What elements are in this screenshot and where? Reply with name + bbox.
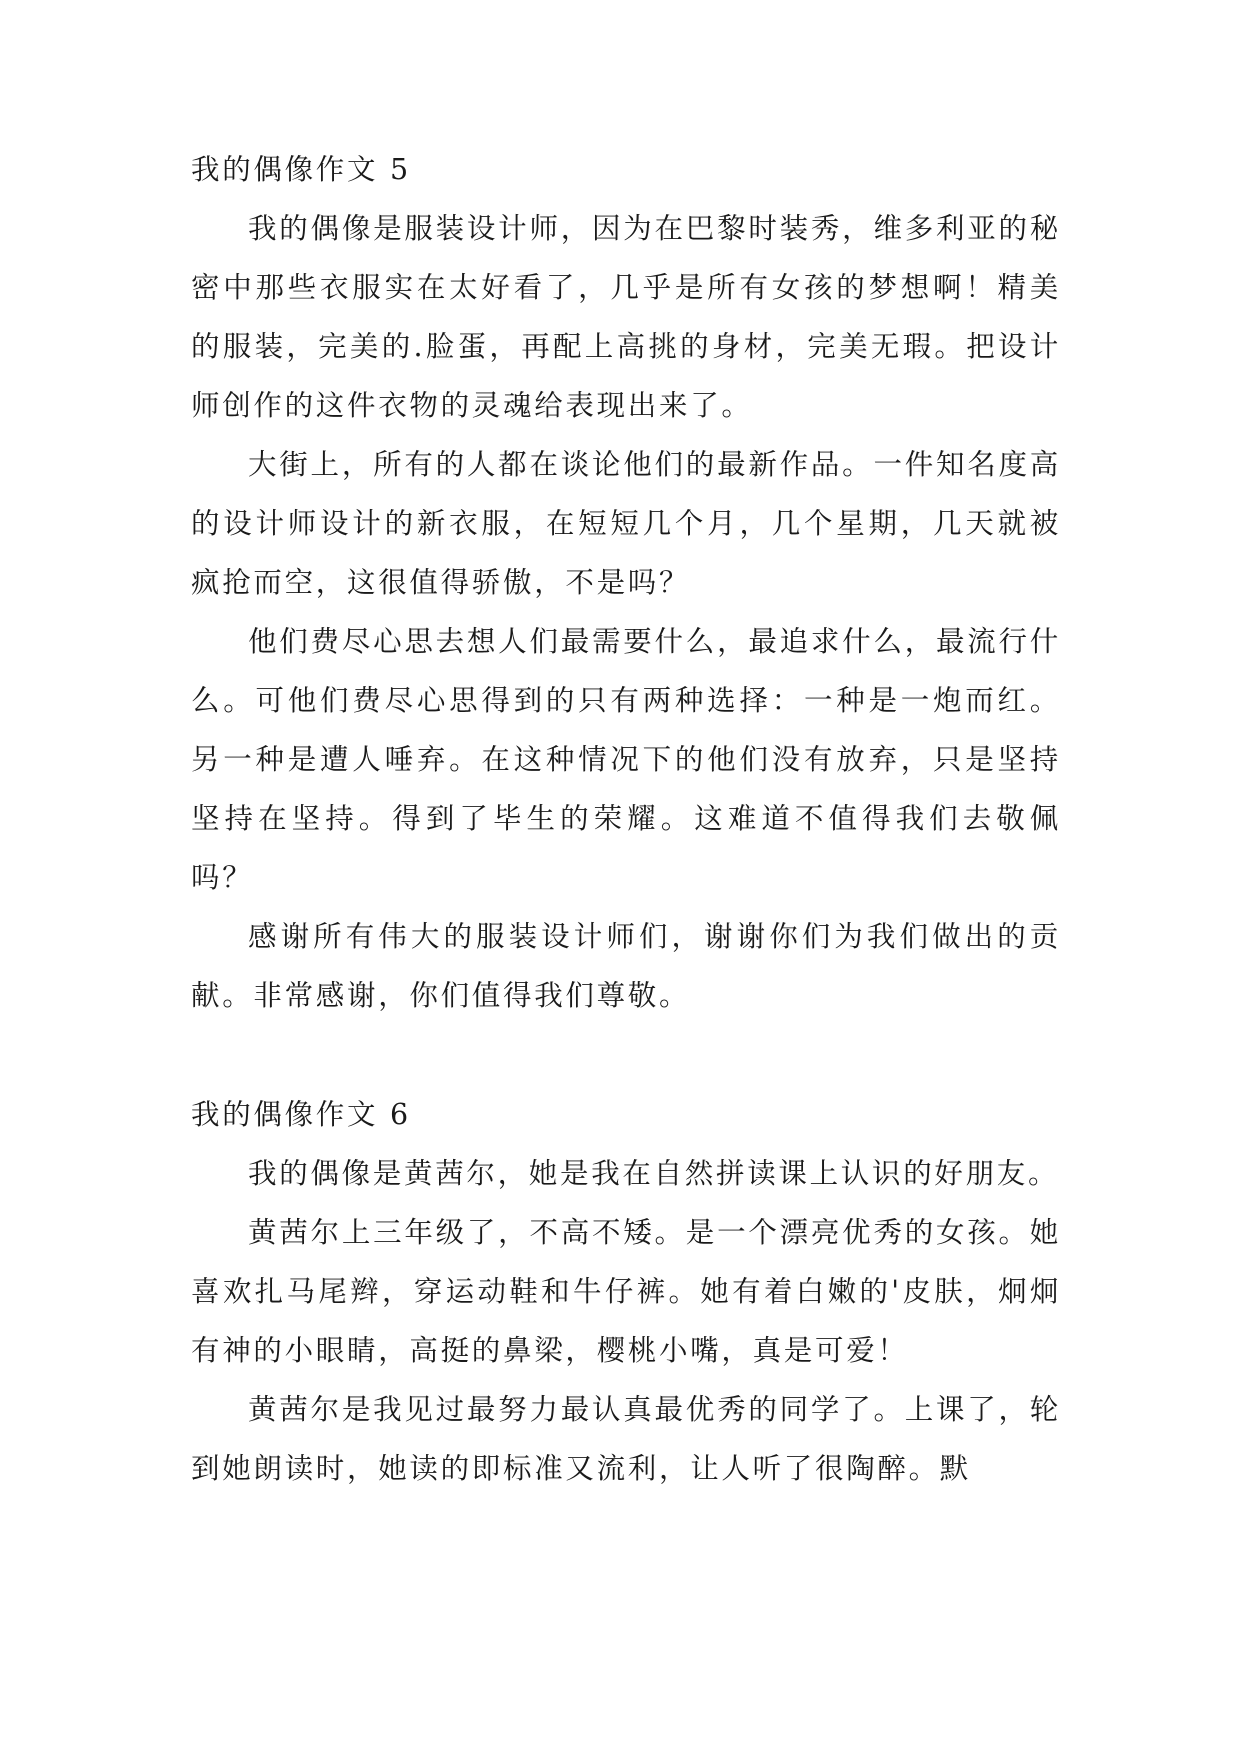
- essay-title: 我的偶像作文 6: [191, 1098, 411, 1131]
- paragraph: 我的偶像是黄茜尔，她是我在自然拼读课上认识的好朋友。: [248, 1157, 1060, 1190]
- essay-section-6: [191, 1085, 1061, 1498]
- paragraph: 我的偶像是服装设计师，因为在巴黎时装秀，维多利亚的秘密中那些衣服实在太好看了，几乎是所有女孩的梦想啊！精美的服装，完美的.脸蛋，再配上高挑的身材，完美无瑕。把设计师创作的这件衣物的灵魂给表现出来了。: [191, 212, 1061, 422]
- essay-section-5: [191, 140, 1061, 1025]
- paragraph: 大街上，所有的人都在谈论他们的最新作品。一件知名度高的设计师设计的新衣服，在短短几个月，几个星期，几天就被疯抢而空，这很值得骄傲，不是吗？: [191, 448, 1061, 599]
- paragraph: 他们费尽心思去想人们最需要什么，最追求什么，最流行什么。可他们费尽心思得到的只有两种选择：一种是一炮而红。另一种是遭人唾弃。在这种情况下的他们没有放弃，只是坚持坚持在坚持。得到了毕生的荣耀。这难道不值得我们去敬佩吗？: [191, 625, 1061, 894]
- paragraph: 感谢所有伟大的服装设计师们，谢谢你们为我们做出的贡献。非常感谢，你们值得我们尊敬。: [191, 920, 1061, 1012]
- section-spacer: [191, 1025, 1061, 1085]
- paragraph: 黄茜尔上三年级了，不高不矮。是一个漂亮优秀的女孩。她喜欢扎马尾辫，穿运动鞋和牛仔裤。她有着白嫩的'皮肤，炯炯有神的小眼睛，高挺的鼻梁，樱桃小嘴，真是可爱！: [191, 1216, 1061, 1367]
- document-page: [191, 140, 1061, 1498]
- paragraph: 黄茜尔是我见过最努力最认真最优秀的同学了。上课了，轮到她朗读时，她读的即标准又流利，让人听了很陶醉。默: [191, 1393, 1061, 1485]
- essay-title: 我的偶像作文 5: [191, 153, 411, 186]
